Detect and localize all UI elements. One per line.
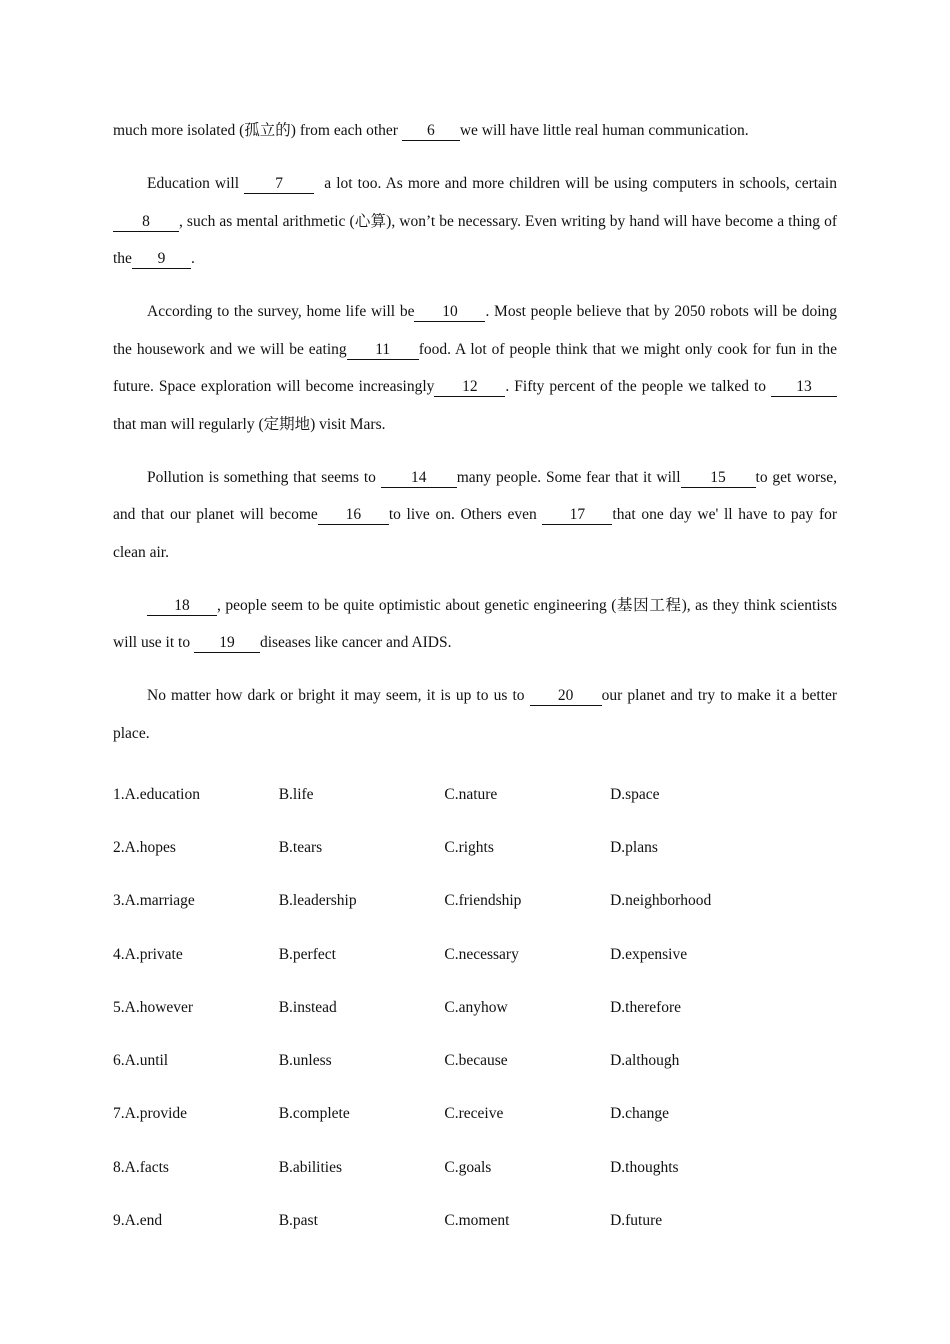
option-row [113, 1088, 837, 1141]
option-choice: C.rights [444, 838, 494, 856]
option-choice: 5.A.however [113, 998, 194, 1016]
blank-number: 13 [771, 378, 837, 397]
passage-text: food. A lot of people think that we might only cook for fun in the future. Space exploration will become increasingly [113, 340, 841, 395]
passage-text: to get worse, and that our planet will become [113, 468, 841, 523]
passage-text: . [190, 250, 195, 267]
blank-number: 10 [414, 303, 485, 322]
option-row [113, 768, 837, 821]
passage-text: According to the survey, home life will be [147, 303, 415, 320]
cloze-passage [113, 112, 841, 752]
passage-paragraph [113, 293, 841, 443]
passage-paragraph [113, 112, 837, 150]
option-choice: D.space [610, 785, 660, 803]
option-choice: C.goals [444, 1158, 492, 1176]
passage-text: diseases like cancer and AIDS. [259, 634, 452, 651]
passage-text: a lot too. As more and more children will be using computers in schools, certain [314, 175, 841, 192]
option-choice: 2.A.hopes [113, 838, 176, 856]
option-choice: B.instead [278, 998, 337, 1016]
option-choice: C.necessary [444, 945, 519, 963]
passage-text: , such as mental arithmetic (心算), won’t be necessary. Even writing by hand will have become a thing of the [113, 212, 841, 267]
passage-text: Education will [147, 175, 245, 192]
passage-text: Pollution is something that seems to [147, 468, 381, 486]
passage-text: that one day we' ll have to pay for clean air. [113, 506, 841, 561]
passage-paragraph [113, 677, 841, 752]
option-choice: C.because [444, 1052, 508, 1070]
answer-options [113, 768, 837, 1248]
passage-text: many people. Some fear that it will [456, 468, 681, 486]
option-row [113, 928, 837, 981]
passage-paragraph [113, 459, 841, 572]
blank-number: 18 [147, 597, 217, 616]
option-choice: 6.A.until [113, 1052, 169, 1070]
option-choice: B.past [278, 1212, 318, 1230]
blank-number: 11 [347, 341, 419, 360]
passage-paragraph [113, 587, 841, 662]
blank-number: 16 [318, 506, 389, 525]
option-choice: D.future [610, 1212, 663, 1230]
blank-number: 12 [434, 378, 505, 397]
option-row [113, 821, 837, 874]
option-row [113, 1034, 837, 1087]
option-choice: 7.A.provide [113, 1105, 188, 1123]
blank-number: 14 [381, 469, 457, 488]
passage-text: , people seem to be quite optimistic about genetic engineering (基因工程), as they think scientists will use it to [113, 596, 841, 651]
option-choice: C.receive [444, 1105, 504, 1123]
blank-number: 19 [194, 634, 260, 653]
blank-number: 15 [681, 469, 756, 488]
passage-paragraph [113, 165, 841, 278]
blank-number: 7 [244, 175, 314, 194]
option-choice: D.neighborhood [610, 892, 712, 910]
document-page [113, 112, 841, 1248]
option-choice: B.unless [278, 1052, 332, 1070]
passage-text: our planet and try to make it a better place. [113, 687, 841, 742]
blank-number: 8 [113, 213, 179, 232]
option-choice: 4.A.private [113, 945, 183, 963]
option-choice: 8.A.facts [113, 1158, 169, 1176]
option-choice: C.friendship [444, 892, 522, 910]
option-choice: B.life [278, 785, 314, 803]
option-row [113, 981, 837, 1034]
passage-text: to live on. Others even [388, 506, 543, 523]
option-choice: 9.A.end [113, 1212, 163, 1230]
passage-text: that man will regularly (定期地) visit Mars. [113, 415, 386, 433]
option-row [113, 875, 837, 928]
blank-number: 9 [132, 250, 191, 269]
option-choice: D.although [610, 1052, 680, 1070]
option-choice: B.tears [278, 838, 323, 856]
option-row [113, 1141, 837, 1194]
option-choice: D.plans [610, 838, 658, 856]
option-choice: C.anyhow [444, 998, 508, 1016]
passage-text: we will have little real human communication. [459, 122, 749, 139]
option-choice: 1.A.education [113, 785, 200, 803]
passage-text: . Most people believe that by 2050 robots will be doing the housework and we will be eating [113, 303, 841, 358]
option-choice: B.complete [278, 1105, 350, 1123]
passage-text: much more isolated (孤立的) from each other [113, 122, 402, 139]
option-row [113, 1194, 837, 1247]
blank-number: 17 [542, 506, 612, 525]
option-choice: C.nature [444, 785, 498, 803]
option-choice: B.abilities [278, 1158, 342, 1176]
option-choice: B.leadership [278, 892, 357, 910]
passage-text: . Fifty percent of the people we talked to [505, 378, 771, 395]
option-choice: C.moment [444, 1212, 510, 1230]
blank-number: 6 [402, 122, 460, 141]
option-choice: D.change [610, 1105, 670, 1123]
option-choice: D.expensive [610, 945, 688, 963]
option-choice: B.perfect [278, 945, 336, 963]
option-choice: D.therefore [610, 998, 682, 1016]
option-choice: D.thoughts [610, 1158, 679, 1176]
blank-number: 20 [530, 687, 602, 706]
option-choice: 3.A.marriage [113, 892, 195, 910]
passage-text: No matter how dark or bright it may seem, it is up to us to [147, 687, 530, 704]
